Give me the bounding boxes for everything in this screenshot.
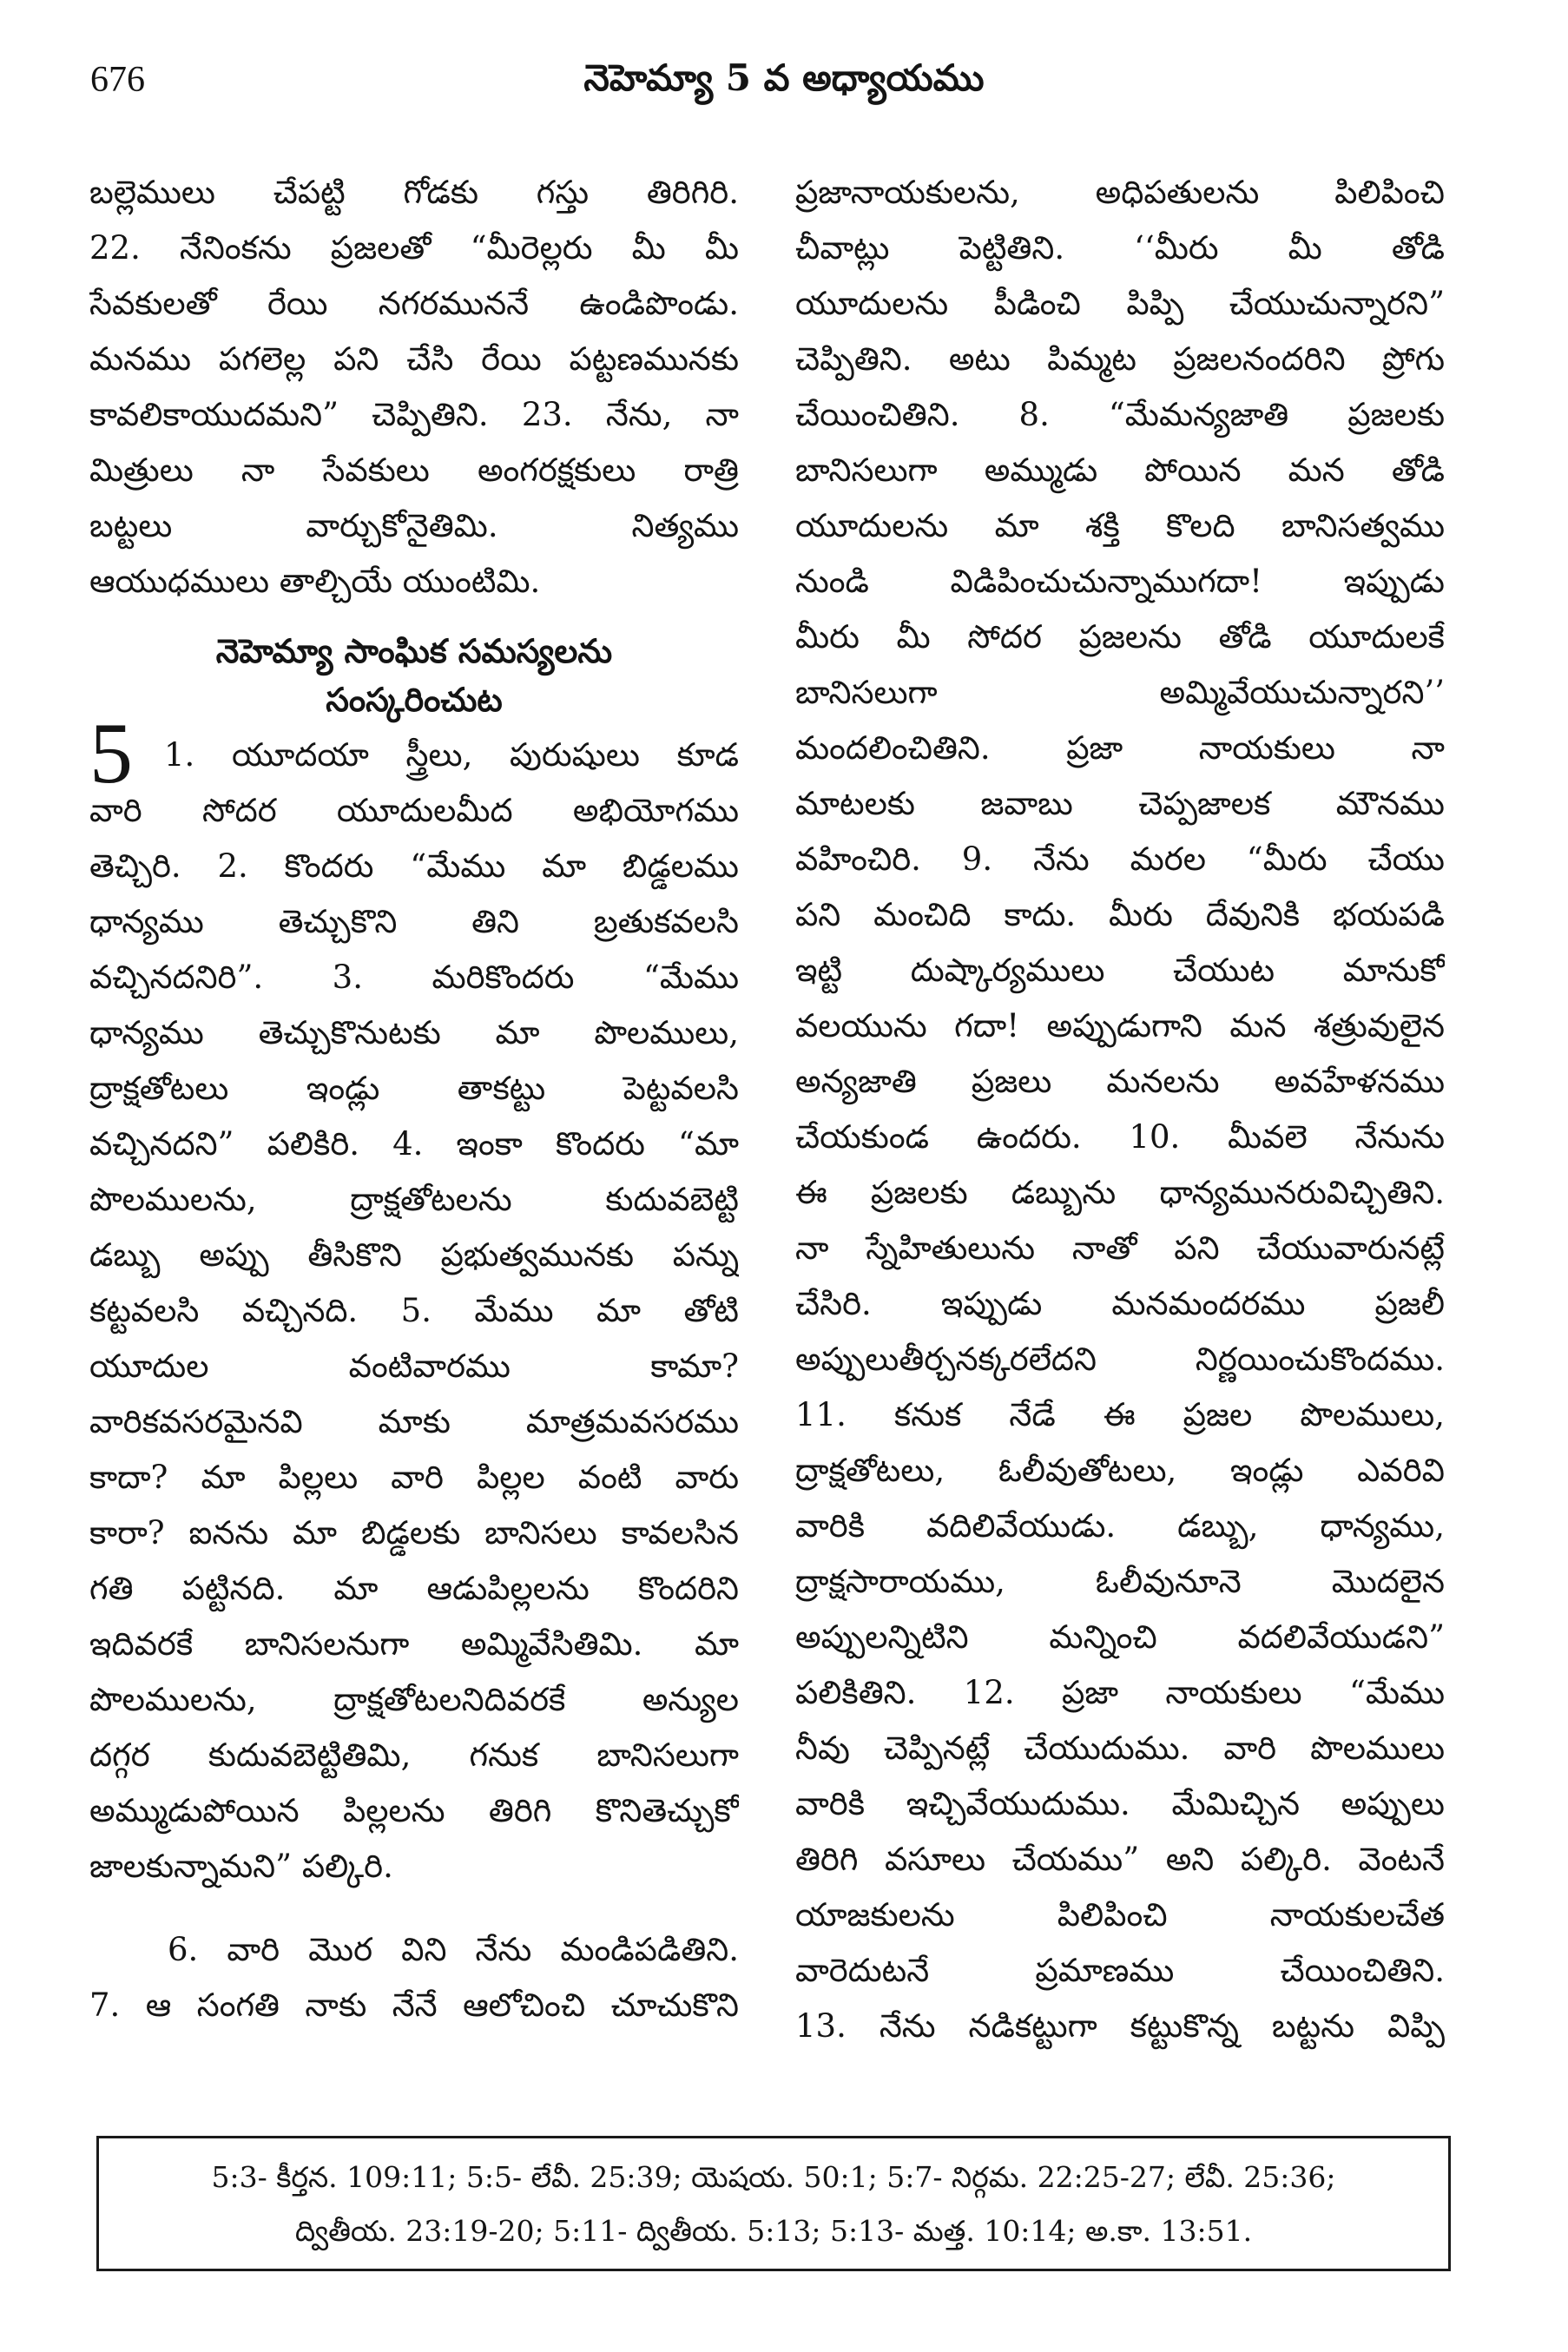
text-line: మాటలకు జవాబు చెప్పజాలక మౌనము xyxy=(795,785,1445,822)
text-line: ద్రాక్షతోటలు, ఓలీవుతోటలు, ఇండ్లు ఎవరివి xyxy=(795,1452,1445,1489)
chapter-start xyxy=(89,705,739,801)
text-line: పలికితిని. 12. ప్రజా నాయకులు “మేము xyxy=(795,1674,1445,1711)
text-line: నా స్నేహితులును నాతో పని చేయువారునట్లే xyxy=(795,1229,1445,1267)
page-number: 676 xyxy=(90,60,145,100)
footnote-box xyxy=(96,2136,1451,2271)
running-header: నెహెమ్యా 5 వ అధ్యాయము xyxy=(583,56,985,99)
text-line: కావలికాయుదమని” చెప్పితిని. 23. నేను, నా xyxy=(89,396,739,433)
text-line: యూదుల వంటివారము కామా? xyxy=(89,1347,739,1385)
text-line: యూదులను మా శక్తి కొలది బానిసత్వము xyxy=(795,507,1445,544)
text-line: ద్రాక్షతోటలు ఇండ్లు తాకట్టు పెట్టవలసి xyxy=(89,1070,739,1107)
text-line: డబ్బు అప్పు తీసికొని ప్రభుత్వమునకు పన్ను xyxy=(89,1236,739,1274)
text-line: 11. కనుక నేడే ఈ ప్రజల పొలములు, xyxy=(795,1396,1445,1433)
text-line: ఆయుధములు తాల్చియే యుంటిమి. xyxy=(89,563,541,600)
text-line: చీవాట్లు పెట్టితిని. ‘‘మీరు మీ తోడి xyxy=(795,229,1445,267)
text-line: కట్టవలసి వచ్చినది. 5. మేము మా తోటి xyxy=(89,1292,739,1329)
text-line: జాలకున్నామని” పల్కిరి. xyxy=(89,1848,393,1885)
text-line: తెచ్చిరి. 2. కొందరు “మేము మా బిడ్డలము xyxy=(89,847,739,885)
text-line: బానిసలుగా అమ్మివేయుచున్నారని’’ xyxy=(795,674,1445,711)
text-line: 13. నేను నడికట్టుగా కట్టుకొన్న బట్టను విప్పి xyxy=(795,2007,1445,2045)
text-line: ప్రజానాయకులను, అధిపతులను పిలిపించి xyxy=(795,174,1445,211)
text-line: తిరిగి వసూలు చేయము” అని పల్కిరి. వెంటనే xyxy=(795,1841,1445,1878)
text-line: అప్పులుతీర్చనక్కరలేదని నిర్ణయించుకొందము. xyxy=(795,1341,1445,1378)
text-line: ఇదివరకే బానిసలనుగా అమ్మివేసితిమి. మా xyxy=(89,1625,739,1663)
text-line: సేవకులతో రేయి నగరముననే ఉండిపొండు. xyxy=(89,285,739,322)
text-line: వారికి వదిలివేయుడు. డబ్బు, ధాన్యము, xyxy=(795,1507,1445,1545)
text-line: వారెదుటనే ప్రమాణము చేయించితిని. xyxy=(795,1952,1445,1989)
text-line: యాజకులను పిలిపించి నాయకులచేత xyxy=(795,1896,1445,1934)
text-line: 1. యూదయా స్త్రీలు, పురుషులు కూడ xyxy=(164,736,739,774)
text-line: వహించిరి. 9. నేను మరల “మీరు చేయు xyxy=(795,840,1445,878)
right-column xyxy=(795,165,1445,2054)
text-line: నీవు చెప్పినట్లే చేయుదుము. వారి పొలములు xyxy=(795,1729,1445,1767)
text-line: వచ్చినదనిరి”. 3. మరికొందరు “మేము xyxy=(89,959,739,996)
text-line: గతి పట్టినది. మా ఆడుపిల్లలను కొందరిని xyxy=(89,1570,739,1607)
text-line: ఇట్టి దుష్కార్యములు చేయుట మానుకో xyxy=(795,952,1445,989)
text-line: చేసిరి. ఇప్పుడు మనమందరము ప్రజలీ xyxy=(795,1285,1445,1322)
text-line: కారా? ఐనను మా బిడ్డలకు బానిసలు కావలసిన xyxy=(89,1514,739,1552)
text-line: 22. నేనింకను ప్రజలతో “మీరెల్లరు మీ మీ xyxy=(89,229,739,267)
chapter-number: 5 xyxy=(89,705,133,801)
text-line: ద్రాక్షసారాయము, ఓలీవునూనె మొదలైన xyxy=(795,1563,1445,1600)
text-line: అన్యజాతి ప్రజలు మనలను అవహేళనము xyxy=(795,1063,1445,1100)
text-line: పొలములను, ద్రాక్షతోటలనిదివరకే అన్యుల xyxy=(89,1681,739,1718)
text-line: చెప్పితిని. అటు పిమ్మట ప్రజలనందరిని ప్రోగు xyxy=(795,340,1445,378)
left-column xyxy=(89,165,739,2033)
footnote-line: 5:3- కీర్తన. 109:11; 5:5- లేవీ. 25:39; యెషయ. 50:1; 5:7- నిర్గమ. 22:25-27; లేవీ. 25:36; xyxy=(211,2160,1336,2194)
text-line: యూదులను పీడించి పిప్పి చేయుచున్నారని” xyxy=(795,285,1445,322)
text-line: వచ్చినదని” పలికిరి. 4. ఇంకా కొందరు “మా xyxy=(89,1125,739,1163)
text-line: మందలించితిని. ప్రజా నాయకులు నా xyxy=(795,729,1445,767)
text-line: బట్టలు వార్చుకోనైతిమి. నిత్యము xyxy=(89,507,739,544)
text-line: వారికవసరమైనవి మాకు మాత్రమవసరము xyxy=(89,1403,739,1440)
footnote-line: ద్వితీయ. 23:19-20; 5:11- ద్వితీయ. 5:13; 5:13- మత్త. 10:14; అ.కా. 13:51. xyxy=(294,2214,1253,2248)
text-line: బానిసలుగా అమ్ముడు పోయిన మన తోడి xyxy=(795,451,1445,489)
text-line: అమ్ముడుపోయిన పిల్లలను తిరిగి కొనితెచ్చుకో xyxy=(89,1792,739,1829)
text-line: మిత్రులు నా సేవకులు అంగరక్షకులు రాత్రి xyxy=(89,451,739,489)
text-line: ధాన్యము తెచ్చుకొని తిని బ్రతుకవలసి xyxy=(89,903,739,940)
text-line: చేయకుండ ఉందరు. 10. మీవలె నేనును xyxy=(795,1118,1445,1156)
text-line: ఈ ప్రజలకు డబ్బును ధాన్యమునరువిచ్చితిని. xyxy=(795,1174,1445,1211)
text-line: పని మంచిది కాదు. మీరు దేవునికి భయపడి xyxy=(795,896,1445,933)
section-heading-line: సంస్కరించుట xyxy=(326,680,503,719)
text-line: వారి సోదర యూదులమీద అభియోగము xyxy=(89,792,739,829)
text-line: అప్పులన్నిటిని మన్నించి వదలివేయుడని” xyxy=(795,1618,1445,1656)
text-line: నుండి విడిపించుచున్నాముగదా! ఇప్పుడు xyxy=(795,563,1445,600)
paragraph-gap xyxy=(89,1894,739,1922)
text-line: పొలములను, ద్రాక్షతోటలను కుదువబెట్టి xyxy=(89,1181,739,1218)
text-line: కాదా? మా పిల్లలు వారి పిల్లల వంటి వారు xyxy=(89,1459,739,1496)
text-line: వలయును గదా! అప్పుడుగాని మన శత్రువులైన xyxy=(795,1007,1445,1044)
text-line: మీరు మీ సోదర ప్రజలను తోడి యూదులకే xyxy=(795,618,1445,656)
section-heading-line: నెహెమ్యా సాంఘిక సమస్యలను xyxy=(215,631,613,670)
text-line: 6. వారి మొర విని నేను మండిపడితిని. xyxy=(168,1931,739,1968)
text-line: మనము పగలెల్ల పని చేసి రేయి పట్టణమునకు xyxy=(89,340,739,378)
text-line: దగ్గర కుదువబెట్టితిమి, గనుక బానిసలుగా xyxy=(89,1736,739,1774)
text-line: ధాన్యము తెచ్చుకొనుటకు మా పొలములు, xyxy=(89,1014,739,1051)
text-line: 7. ఆ సంగతి నాకు నేనే ఆలోచించి చూచుకొని xyxy=(89,1986,739,2024)
text-line: బల్లెములు చేపట్టి గోడకు గస్తు తిరిగిరి. xyxy=(89,174,739,211)
text-line: చేయించితిని. 8. “మేమన్యజాతి ప్రజలకు xyxy=(795,396,1445,433)
section-heading xyxy=(89,627,739,724)
text-line: వారికి ఇచ్చివేయుదుము. మేమిచ్చిన అప్పులు xyxy=(795,1785,1445,1822)
